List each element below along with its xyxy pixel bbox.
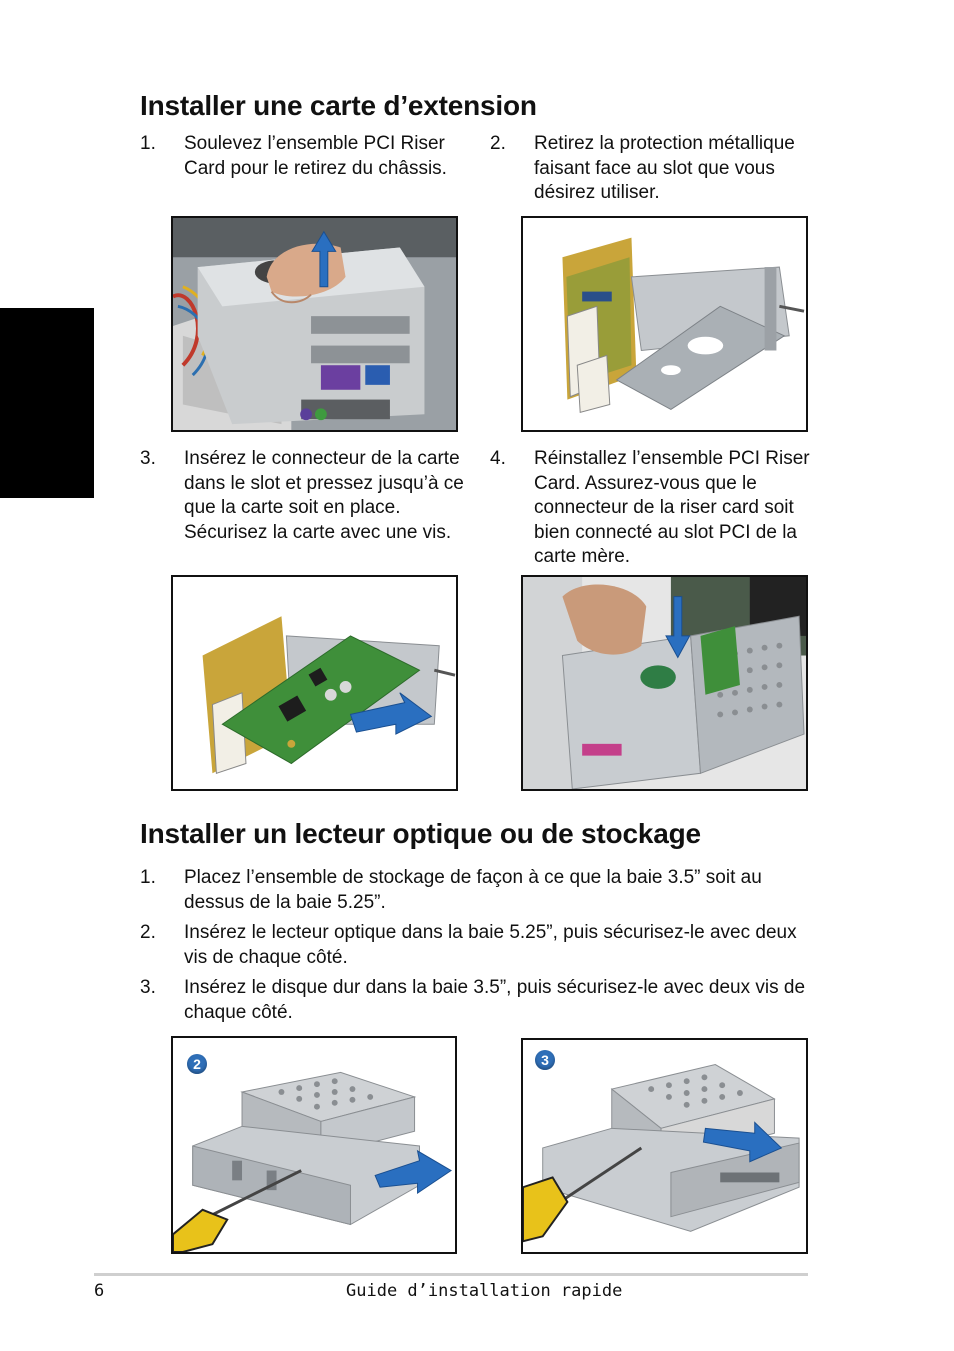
photo-remove-slot-cover bbox=[521, 216, 808, 432]
photo-install-optical-drive bbox=[171, 1036, 457, 1254]
step-number: 4. bbox=[490, 448, 506, 469]
footer-rule bbox=[94, 1273, 808, 1276]
step-text: Soulevez l’ensemble PCI Riser Card pour le retirez du châssis. bbox=[184, 133, 447, 179]
photo-reinstall-riser-card bbox=[521, 575, 808, 791]
step-number: 2. bbox=[490, 133, 506, 154]
step-number: 1. bbox=[140, 133, 156, 154]
step-text: Insérez le connecteur de la carte dans le slot et pressez jusqu’à ce que la carte soit en place. Sécurisez la carte avec une vis. bbox=[184, 448, 464, 543]
section-title-expansion-card: Installer une carte d’extension bbox=[140, 90, 537, 121]
section-title-storage-drive: Installer un lecteur optique ou de stockage bbox=[140, 818, 701, 849]
step-text: Réinstallez l’ensemble PCI Riser Card. Assurez-vous que le connecteur de la riser card soit bien connecté au slot PCI de la carte mère. bbox=[534, 448, 810, 567]
step-text: Insérez le disque dur dans la baie 3.5”, puis sécurisez-le avec deux vis de chaque côté. bbox=[184, 977, 806, 1023]
badge-step-2: 2 bbox=[187, 1054, 207, 1074]
photo-lift-riser-card bbox=[171, 216, 458, 432]
photo-install-hard-disk bbox=[521, 1038, 808, 1254]
step-text: Retirez la protection métallique faisant face au slot que vous désirez utiliser. bbox=[534, 133, 795, 203]
photo-insert-card bbox=[171, 575, 458, 791]
step-number: 3. bbox=[140, 977, 156, 998]
step-number: 3. bbox=[140, 448, 156, 469]
step-number: 2. bbox=[140, 922, 156, 943]
step-text: Insérez le lecteur optique dans la baie 5.25”, puis sécurisez-le avec deux vis de chaque côté. bbox=[184, 922, 797, 968]
language-side-tab bbox=[0, 308, 94, 498]
step-number: 1. bbox=[140, 867, 156, 888]
footer-guide-title: Guide d’installation rapide bbox=[346, 1281, 623, 1301]
page-number: 6 bbox=[94, 1281, 105, 1301]
step-text: Placez l’ensemble de stockage de façon à ce que la baie 3.5” soit au dessus de la baie 5.25”. bbox=[184, 867, 762, 913]
badge-step-3: 3 bbox=[535, 1050, 555, 1070]
